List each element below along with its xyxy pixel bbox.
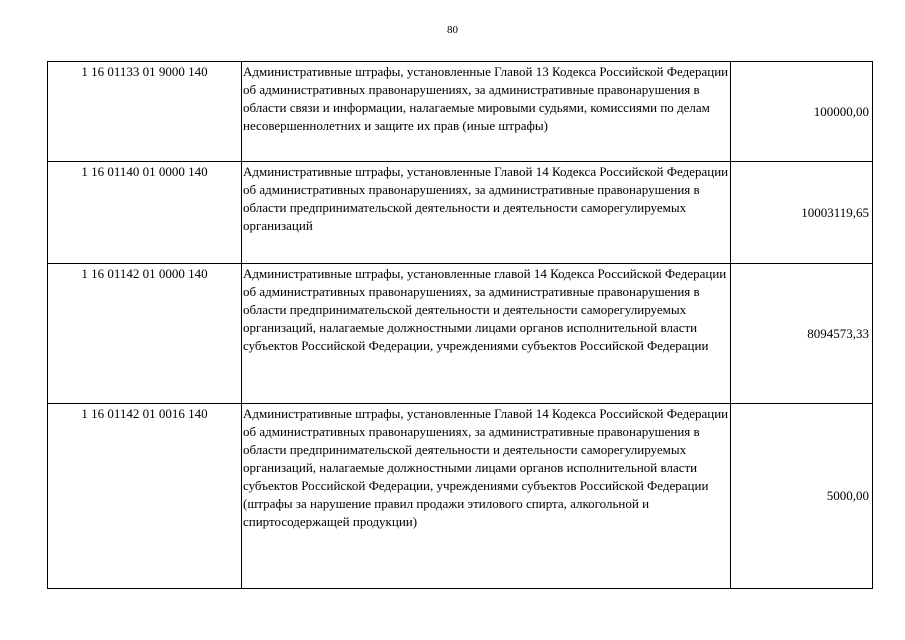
amount-cell: 10003119,65: [731, 162, 873, 264]
table-row: [48, 404, 873, 589]
table-row: [48, 162, 873, 264]
budget-code-cell: 1 16 01133 01 9000 140: [48, 62, 242, 162]
table-row: [48, 264, 873, 404]
budget-code-cell: 1 16 01140 01 0000 140: [48, 162, 242, 264]
amount-cell: 5000,00: [731, 404, 873, 589]
budget-revenue-table: [47, 61, 873, 589]
budget-code-cell: 1 16 01142 01 0016 140: [48, 404, 242, 589]
page-number: 80: [447, 24, 458, 36]
table-row: [48, 62, 873, 162]
budget-code-cell: 1 16 01142 01 0000 140: [48, 264, 242, 404]
description-cell: Административные штрафы, установленные Главой 14 Кодекса Российской Федерации об административных правонарушениях, за административные правонарушения в области предпринимательской деятельности и деятельности саморегулируемых организаций: [242, 162, 731, 264]
description-cell: Административные штрафы, установленные Главой 13 Кодекса Российской Федерации об административных правонарушениях, за административные правонарушения в области связи и информации, налагаемые мировыми судьями, комиссиями по делам несовершеннолетних и защите их прав (иные штрафы): [242, 62, 731, 162]
amount-cell: 100000,00: [731, 62, 873, 162]
amount-cell: 8094573,33: [731, 264, 873, 404]
description-cell: Административные штрафы, установленные главой 14 Кодекса Российской Федерации об административных правонарушениях, за административные правонарушения в области предпринимательской деятельности и деятельности саморегулируемых организаций, налагаемые должностными лицами органов исполнительной власти субъектов Российской Федерации, учреждениями субъектов Российской Федерации: [242, 264, 731, 404]
description-cell: Административные штрафы, установленные Главой 14 Кодекса Российской Федерации об административных правонарушениях, за административные правонарушения в области предпринимательской деятельности и деятельности саморегулируемых организаций, налагаемые должностными лицами органов исполнительной власти субъектов Российской Федерации, учреждениями субъектов Российской Федерации (штрафы за нарушение правил продажи этилового спирта, алкогольной и спиртосодержащей продукции): [242, 404, 731, 589]
